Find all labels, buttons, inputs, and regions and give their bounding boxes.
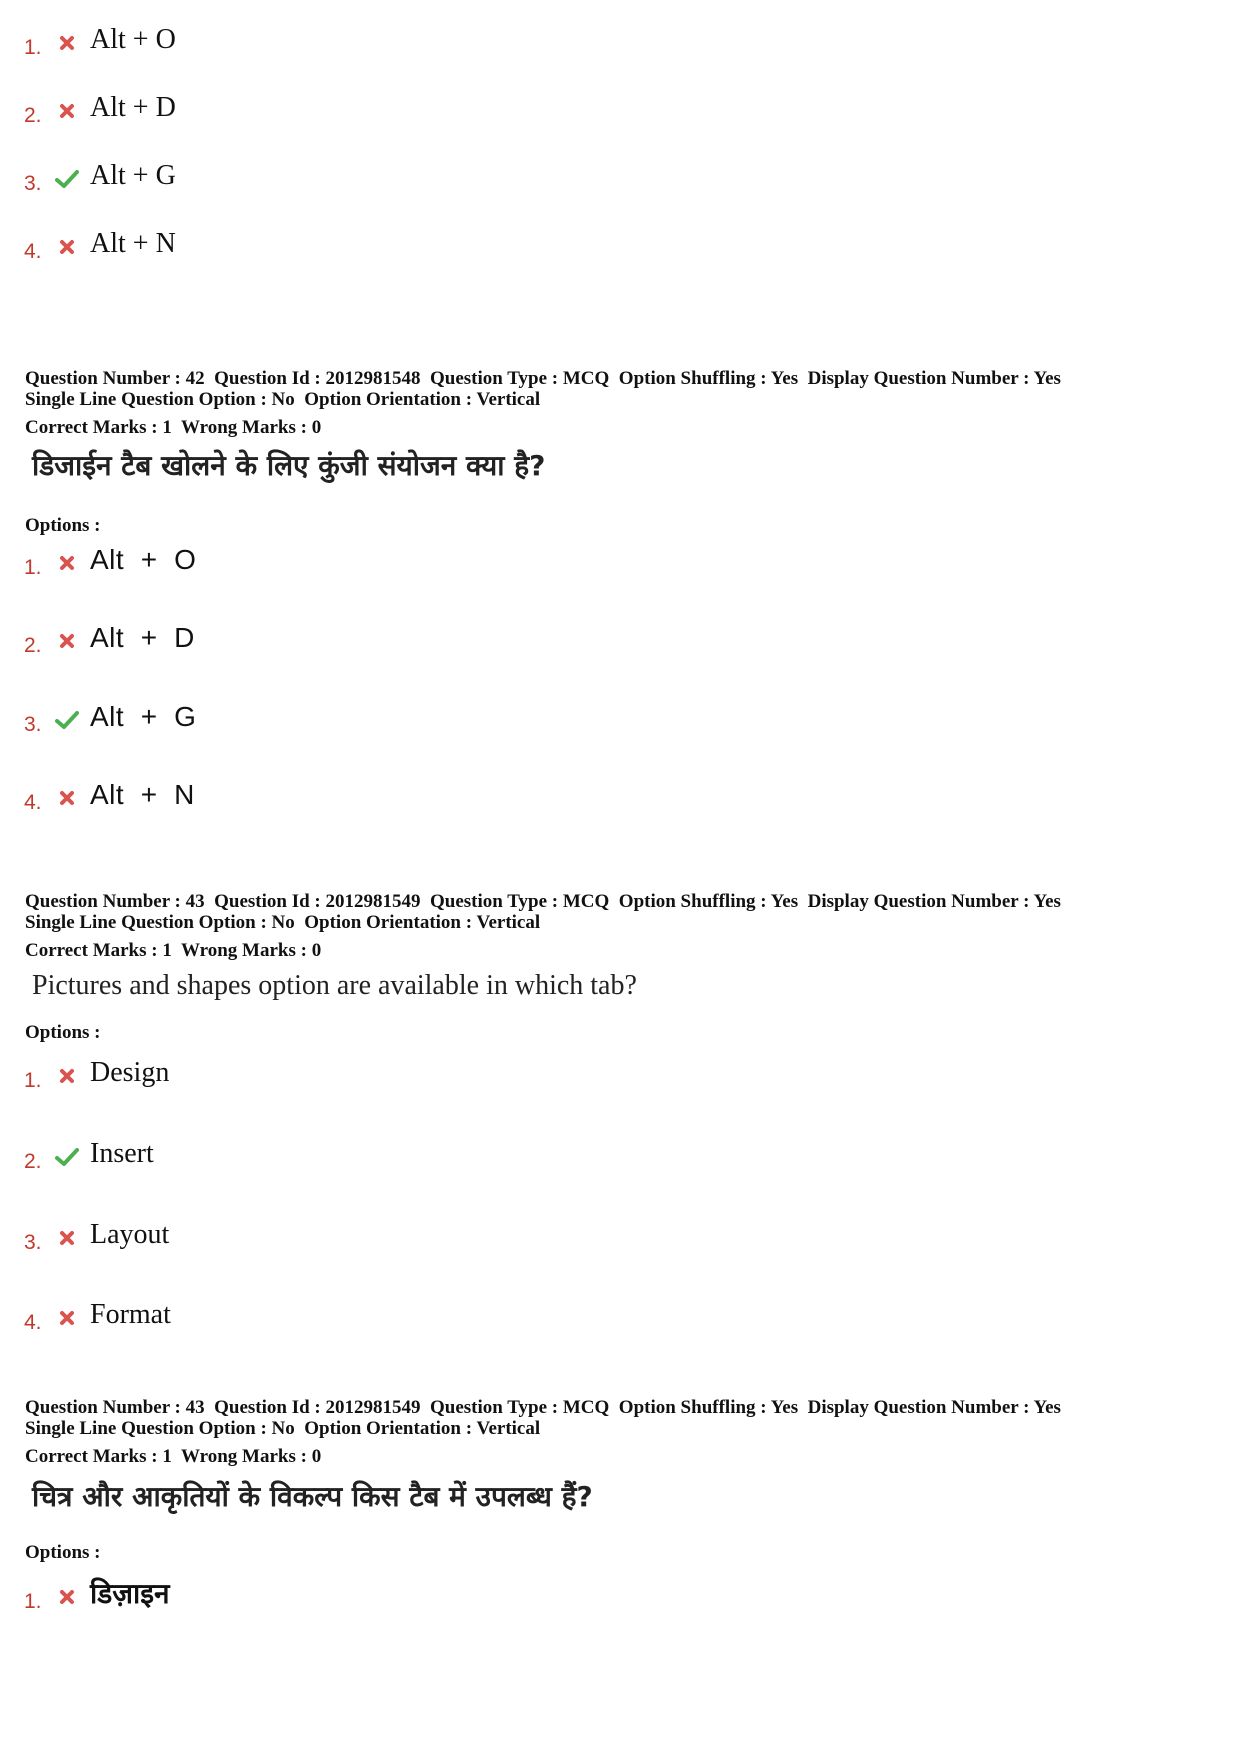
option-number: 1.	[24, 1590, 42, 1613]
wrong-mark-icon	[54, 30, 80, 56]
option-text: Alt + N	[90, 228, 176, 259]
option-row	[24, 697, 196, 737]
option-number: 2.	[24, 104, 42, 127]
wrong-mark-icon	[54, 1225, 80, 1251]
option-number: 3.	[24, 1231, 42, 1254]
option-text: Alt + G	[90, 160, 176, 191]
options-label: Options :	[25, 1022, 101, 1043]
option-text: Alt + G	[90, 701, 197, 732]
option-row	[24, 1574, 170, 1614]
option-number: 1.	[24, 36, 42, 59]
wrong-mark-icon	[54, 1584, 80, 1610]
question-meta-line: Single Line Question Option : No Option Orientation : Vertical	[25, 1418, 541, 1439]
option-row	[24, 540, 196, 580]
option-text: Alt + D	[90, 92, 176, 123]
option-row	[24, 1215, 169, 1255]
question-text: डिजाईन टैब खोलने के लिए कुंजी संयोजन क्या है?	[32, 449, 546, 482]
option-row	[24, 1134, 154, 1174]
correct-check-icon	[54, 1144, 80, 1170]
wrong-mark-icon	[54, 628, 80, 654]
option-text: Alt + O	[90, 544, 197, 575]
question-meta-line: Question Number : 43 Question Id : 2012981549 Question Type : MCQ Option Shuffling : Yes Display Question Number : Yes	[25, 891, 1061, 912]
option-number: 1.	[24, 556, 42, 579]
options-label: Options :	[25, 1542, 101, 1563]
option-text: डिज़ाइन	[90, 1577, 170, 1610]
option-text: Alt + N	[90, 779, 195, 810]
option-text: Format	[90, 1299, 171, 1330]
option-number: 4.	[24, 1311, 42, 1334]
option-text: Insert	[90, 1138, 154, 1169]
option-row	[24, 775, 195, 815]
option-row	[24, 618, 195, 658]
option-number: 2.	[24, 634, 42, 657]
option-number: 4.	[24, 240, 42, 263]
correct-check-icon	[54, 707, 80, 733]
option-number: 1.	[24, 1069, 42, 1092]
option-text: Alt + O	[90, 24, 176, 55]
question-meta-line: Single Line Question Option : No Option Orientation : Vertical	[25, 912, 541, 933]
wrong-mark-icon	[54, 550, 80, 576]
marks-line: Correct Marks : 1 Wrong Marks : 0	[25, 940, 322, 961]
option-row	[24, 1295, 171, 1335]
wrong-mark-icon	[54, 1305, 80, 1331]
correct-check-icon	[54, 166, 80, 192]
question-meta-line: Question Number : 43 Question Id : 2012981549 Question Type : MCQ Option Shuffling : Yes Display Question Number : Yes	[25, 1397, 1061, 1418]
question-meta-line: Single Line Question Option : No Option Orientation : Vertical	[25, 389, 541, 410]
marks-line: Correct Marks : 1 Wrong Marks : 0	[25, 417, 322, 438]
option-number: 3.	[24, 713, 42, 736]
question-meta-line: Question Number : 42 Question Id : 2012981548 Question Type : MCQ Option Shuffling : Yes Display Question Number : Yes	[25, 368, 1061, 389]
option-row	[24, 1053, 169, 1093]
wrong-mark-icon	[54, 98, 80, 124]
question-text: चित्र और आकृतियों के विकल्प किस टैब में उपलब्ध हैं?	[32, 1480, 593, 1513]
option-row	[24, 156, 176, 196]
option-text: Layout	[90, 1219, 170, 1250]
option-number: 3.	[24, 172, 42, 195]
option-number: 4.	[24, 791, 42, 814]
option-row	[24, 20, 176, 60]
wrong-mark-icon	[54, 234, 80, 260]
option-row	[24, 88, 176, 128]
option-number: 2.	[24, 1150, 42, 1173]
option-text: Design	[90, 1057, 170, 1088]
wrong-mark-icon	[54, 785, 80, 811]
question-text: Pictures and shapes option are available in which tab?	[32, 970, 637, 1001]
option-text: Alt + D	[90, 622, 195, 653]
marks-line: Correct Marks : 1 Wrong Marks : 0	[25, 1446, 322, 1467]
wrong-mark-icon	[54, 1063, 80, 1089]
option-row	[24, 224, 176, 264]
options-label: Options :	[25, 515, 101, 536]
